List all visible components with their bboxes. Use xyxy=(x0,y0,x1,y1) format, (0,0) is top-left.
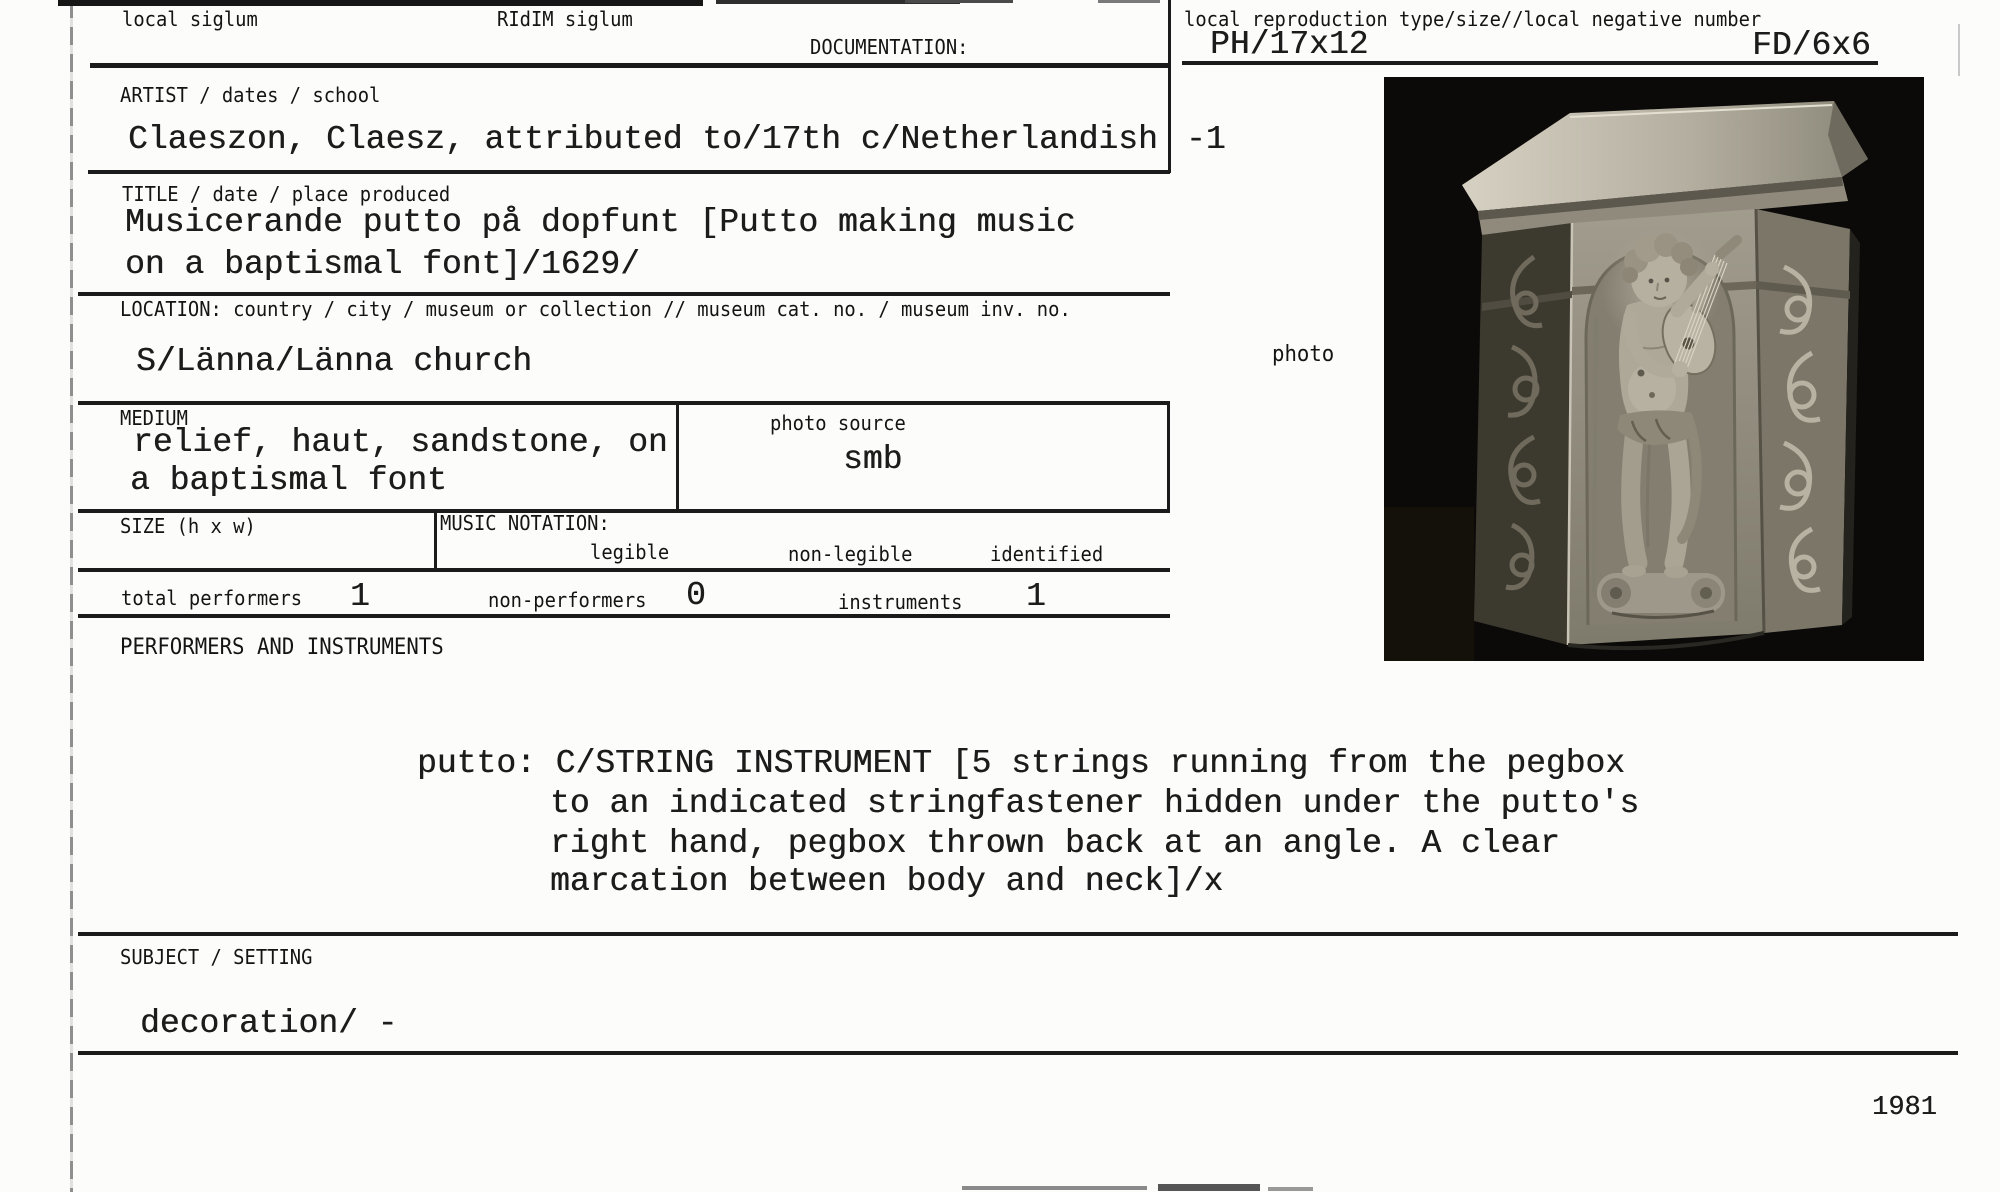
scan-artifact-bottom-2 xyxy=(1158,1184,1260,1191)
medium-line1: relief, haut, sandstone, on xyxy=(133,424,668,461)
total-performers-value: 1 xyxy=(350,578,370,615)
size-label: SIZE (h x w) xyxy=(120,514,256,538)
rule-under-performers-row xyxy=(78,614,1170,618)
rule-header-left xyxy=(90,63,1170,68)
rule-under-artist xyxy=(88,170,1170,174)
subject-value: decoration/ - xyxy=(140,1005,398,1042)
performers-section-label: PERFORMERS AND INSTRUMENTS xyxy=(120,635,444,660)
rule-medium-divider xyxy=(676,401,679,513)
rule-under-notation xyxy=(78,568,1170,572)
total-performers-label: total performers xyxy=(121,586,303,610)
notation-option-non-legible: non-legible xyxy=(788,542,913,566)
instruments-label: instruments xyxy=(838,590,963,614)
scan-artifact-top-3 xyxy=(905,0,1013,3)
rule-above-subject xyxy=(78,932,1958,936)
non-performers-label: non-performers xyxy=(488,588,647,612)
medium-line2: a baptismal font xyxy=(130,462,447,499)
notation-option-legible: legible xyxy=(590,540,670,564)
rule-medium-right xyxy=(1167,401,1170,513)
title-line1: Musicerande putto på dopfunt [Putto making music xyxy=(125,204,1076,241)
ridim-siglum-label: RIdIM siglum xyxy=(497,7,633,31)
rule-under-medium xyxy=(78,509,1170,513)
performers-text-line3: right hand, pegbox thrown back at an angle. A clear xyxy=(550,825,1560,862)
performers-text-line2: to an indicated stringfastener hidden under the putto's xyxy=(550,785,1640,822)
year-stamp: 1981 xyxy=(1872,1093,1937,1123)
scan-artifact-top-4 xyxy=(1098,0,1160,3)
performers-text-line4: marcation between body and neck]/x xyxy=(550,863,1224,900)
subject-label: SUBJECT / SETTING xyxy=(120,945,313,969)
documentation-label: DOCUMENTATION: xyxy=(810,35,969,59)
scan-artifact-top-1 xyxy=(58,0,703,6)
non-performers-value: 0 xyxy=(686,577,706,614)
card-left-border xyxy=(70,0,73,1192)
rule-header-divider xyxy=(1168,0,1171,66)
artist-label: ARTIST / dates / school xyxy=(120,83,381,107)
local-siglum-label: local siglum xyxy=(122,7,258,31)
rule-artist-divider xyxy=(1168,63,1171,173)
scan-artifact-bottom-1 xyxy=(962,1186,1147,1190)
rule-size-divider xyxy=(434,509,437,572)
photo-source-value: smb xyxy=(843,441,903,478)
notation-option-identified: identified xyxy=(990,542,1104,566)
scan-artifact-right xyxy=(1958,24,1960,76)
instruments-value: 1 xyxy=(1026,578,1046,615)
card-number: -1 xyxy=(1186,121,1226,158)
location-value: S/Länna/Länna church xyxy=(136,343,533,380)
performers-text-line1: putto: C/STRING INSTRUMENT [5 strings running from the pegbox xyxy=(417,745,1625,782)
rule-under-title xyxy=(78,292,1170,296)
title-line2: on a baptismal font]/1629/ xyxy=(125,246,640,283)
location-label: LOCATION: country / city / museum or collection // museum cat. no. / museum inv. no. xyxy=(120,297,1071,321)
artist-value: Claeszon, Claesz, attributed to/17th c/Netherlandish xyxy=(128,121,1158,158)
photo-source-label: photo source xyxy=(770,411,906,435)
reproduction-photo-value: PH/17x12 xyxy=(1210,26,1369,63)
title-label: TITLE / date / place produced xyxy=(122,182,451,206)
reproduction-label: local reproduction type/size//local negative number xyxy=(1184,7,1762,31)
rule-under-location xyxy=(78,401,1170,405)
medium-label: MEDIUM xyxy=(120,406,188,430)
music-notation-label: MUSIC NOTATION: xyxy=(440,511,610,535)
photo-caption: photo xyxy=(1272,342,1335,367)
reproduction-negative-value: FD/6x6 xyxy=(1752,27,1871,64)
putto-relief-image xyxy=(1384,77,1924,661)
baptismal-font-photo xyxy=(1384,77,1924,661)
scan-artifact-bottom-3 xyxy=(1268,1187,1313,1191)
rule-under-subject xyxy=(78,1051,1958,1055)
